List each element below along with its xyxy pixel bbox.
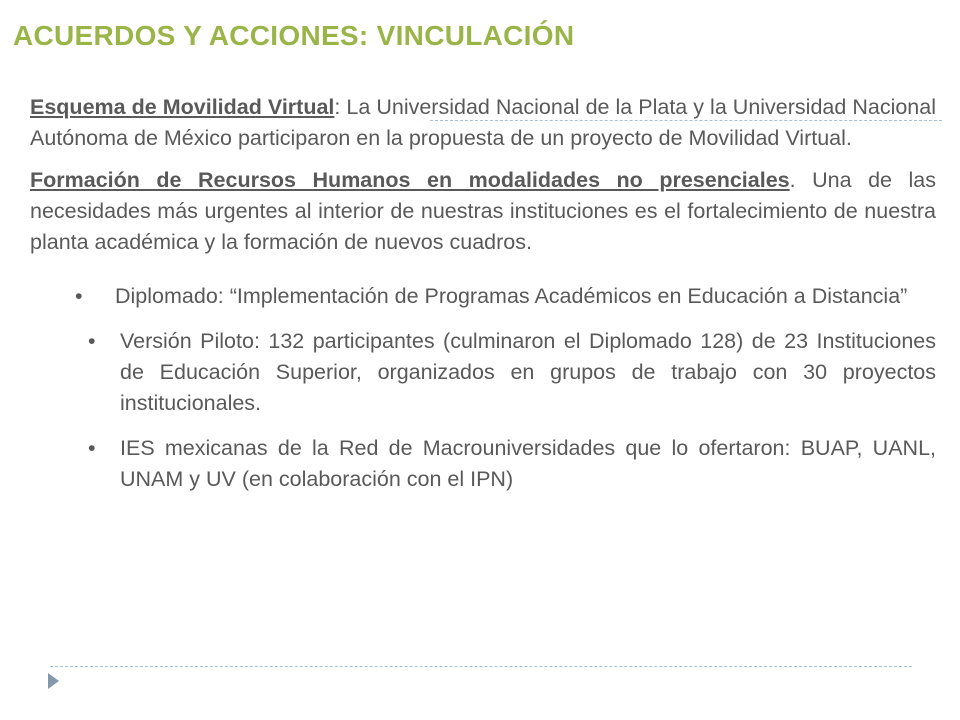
- list-item-text: Diplomado: “Implementación de Programas Académicos en Educación a Distancia”: [115, 284, 908, 308]
- bullet-list: [30, 281, 936, 495]
- sub-list-item-text: Versión Piloto: 132 participantes (culminaron el Diplomado 128) de 23 Instituciones de Educación Superior, organizados en grupos de trabajo con 30 proyectos institucionales.: [120, 329, 936, 415]
- sub-list-item-text: IES mexicanas de la Red de Macrouniversidades que lo ofertaron: BUAP, UANL, UNAM y UV (en colaboración con el IPN): [120, 436, 936, 491]
- slide-title: ACUERDOS Y ACCIONES: VINCULACIÓN: [13, 20, 575, 51]
- paragraph-separator: :: [334, 95, 341, 119]
- paragraph-text: La Universidad Nacional de la Plata y la Universidad Nacional Autónoma de México participaron en la propuesta de un proyecto de Movilidad Virtual.: [30, 95, 937, 150]
- slide-body: [30, 92, 936, 509]
- paragraph-lead: Formación de Recursos Humanos en modalidades no presenciales: [30, 168, 790, 192]
- sub-bullet-list: [75, 326, 936, 495]
- paragraph-separator: .: [789, 168, 796, 192]
- paragraph-lead: Esquema de Movilidad Virtual: [30, 95, 335, 119]
- sub-list-item: [75, 433, 936, 495]
- paragraph-text: Una de las necesidades más urgentes al interior de nuestras instituciones es el fortalecimiento de nuestra planta académica y la formación de nuevos cuadros.: [30, 168, 936, 254]
- list-item-diplomado: [30, 281, 936, 495]
- footer-divider: [50, 666, 912, 667]
- bullet-icon: •: [88, 329, 96, 353]
- bullet-icon: •: [75, 284, 83, 308]
- sub-list-item: [75, 326, 936, 419]
- paragraph-virtual-mobility: [30, 92, 936, 154]
- paragraph-human-resources: [30, 165, 936, 258]
- triangle-right-icon: [48, 673, 59, 689]
- bullet-icon: •: [88, 436, 96, 460]
